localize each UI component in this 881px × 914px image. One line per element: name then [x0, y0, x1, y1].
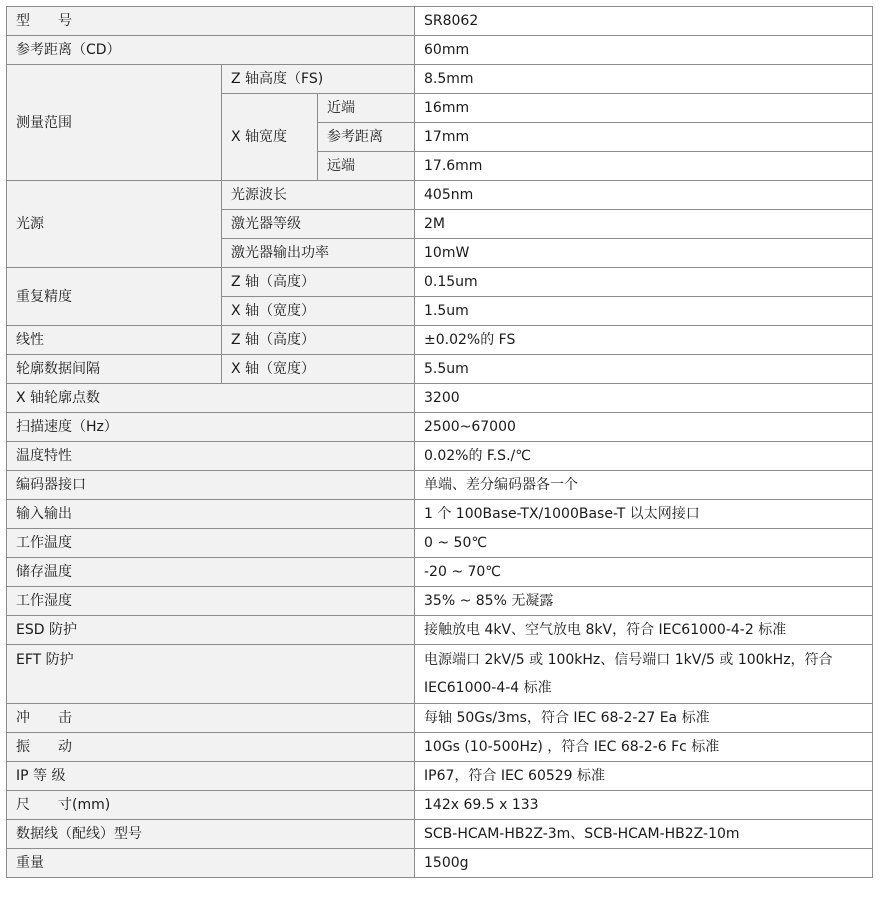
size-value: 142x 69.5 x 133	[415, 791, 873, 820]
table-row	[7, 384, 873, 413]
linearity-value: ±0.02%的 FS	[415, 326, 873, 355]
model-label: 型 号	[7, 7, 415, 36]
table-row	[7, 326, 873, 355]
weight-value: 1500g	[415, 849, 873, 878]
measure-range-label: 测量范围	[7, 65, 222, 181]
table-row	[7, 645, 873, 704]
temp-char-label: 温度特性	[7, 442, 415, 471]
laser-power-label: 激光器输出功率	[222, 239, 415, 268]
eft-label: EFT 防护	[7, 645, 415, 704]
shock-value: 每轴 50Gs/3ms，符合 IEC 68-2-27 Ea 标准	[415, 704, 873, 733]
wavelength-value: 405nm	[415, 181, 873, 210]
temp-char-value: 0.02%的 F.S./℃	[415, 442, 873, 471]
repeatability-label: 重复精度	[7, 268, 222, 326]
ref-width-label: 参考距离	[318, 123, 415, 152]
io-label: 输入输出	[7, 500, 415, 529]
table-row	[7, 500, 873, 529]
work-temp-value: 0 ~ 50℃	[415, 529, 873, 558]
table-row	[7, 849, 873, 878]
table-row	[7, 471, 873, 500]
vibration-label: 振 动	[7, 733, 415, 762]
near-label: 近端	[318, 94, 415, 123]
x-points-value: 3200	[415, 384, 873, 413]
table-row	[7, 616, 873, 645]
table-row	[7, 733, 873, 762]
far-label: 远端	[318, 152, 415, 181]
table-row	[7, 413, 873, 442]
ref-distance-label: 参考距离（CD）	[7, 36, 415, 65]
repeat-x-value: 1.5um	[415, 297, 873, 326]
repeat-z-label: Z 轴（高度）	[222, 268, 415, 297]
x-width-label: X 轴宽度	[222, 94, 318, 181]
table-row	[7, 820, 873, 849]
far-value: 17.6mm	[415, 152, 873, 181]
table-row	[7, 704, 873, 733]
cable-label: 数据线（配线）型号	[7, 820, 415, 849]
table-row	[7, 7, 873, 36]
work-humidity-label: 工作湿度	[7, 587, 415, 616]
esd-label: ESD 防护	[7, 616, 415, 645]
cable-value: SCB-HCAM-HB2Z-3m、SCB-HCAM-HB2Z-10m	[415, 820, 873, 849]
profile-interval-label: 轮廓数据间隔	[7, 355, 222, 384]
storage-temp-label: 储存温度	[7, 558, 415, 587]
spec-table	[6, 6, 873, 878]
esd-value: 接触放电 4kV、空气放电 8kV，符合 IEC61000-4-2 标准	[415, 616, 873, 645]
laser-power-value: 10mW	[415, 239, 873, 268]
z-height-label: Z 轴高度（FS)	[222, 65, 415, 94]
table-row	[7, 587, 873, 616]
repeat-x-label: X 轴（宽度）	[222, 297, 415, 326]
table-row	[7, 442, 873, 471]
wavelength-label: 光源波长	[222, 181, 415, 210]
repeat-z-value: 0.15um	[415, 268, 873, 297]
model-value: SR8062	[415, 7, 873, 36]
size-label: 尺 寸(mm)	[7, 791, 415, 820]
linearity-label: 线性	[7, 326, 222, 355]
table-row	[7, 36, 873, 65]
laser-class-label: 激光器等级	[222, 210, 415, 239]
scan-speed-label: 扫描速度（Hz）	[7, 413, 415, 442]
x-points-label: X 轴轮廓点数	[7, 384, 415, 413]
laser-class-value: 2M	[415, 210, 873, 239]
table-row	[7, 268, 873, 297]
table-row	[7, 65, 873, 94]
ref-distance-value: 60mm	[415, 36, 873, 65]
ref-width-value: 17mm	[415, 123, 873, 152]
table-row	[7, 791, 873, 820]
linearity-sub-label: Z 轴（高度）	[222, 326, 415, 355]
table-row	[7, 181, 873, 210]
storage-temp-value: -20 ~ 70℃	[415, 558, 873, 587]
weight-label: 重量	[7, 849, 415, 878]
encoder-value: 单端、差分编码器各一个	[415, 471, 873, 500]
table-row	[7, 762, 873, 791]
z-height-value: 8.5mm	[415, 65, 873, 94]
profile-interval-sub-label: X 轴（宽度）	[222, 355, 415, 384]
table-row	[7, 529, 873, 558]
work-temp-label: 工作温度	[7, 529, 415, 558]
ip-label: IP 等 级	[7, 762, 415, 791]
light-source-label: 光源	[7, 181, 222, 268]
table-row	[7, 558, 873, 587]
work-humidity-value: 35% ~ 85% 无凝露	[415, 587, 873, 616]
eft-value: 电源端口 2kV/5 或 100kHz、信号端口 1kV/5 或 100kHz，符合 IEC61000-4-4 标准	[415, 645, 873, 704]
vibration-value: 10Gs (10-500Hz) ，符合 IEC 68-2-6 Fc 标准	[415, 733, 873, 762]
near-value: 16mm	[415, 94, 873, 123]
io-value: 1 个 100Base-TX/1000Base-T 以太网接口	[415, 500, 873, 529]
shock-label: 冲 击	[7, 704, 415, 733]
ip-value: IP67，符合 IEC 60529 标准	[415, 762, 873, 791]
table-row	[7, 355, 873, 384]
profile-interval-value: 5.5um	[415, 355, 873, 384]
encoder-label: 编码器接口	[7, 471, 415, 500]
scan-speed-value: 2500~67000	[415, 413, 873, 442]
